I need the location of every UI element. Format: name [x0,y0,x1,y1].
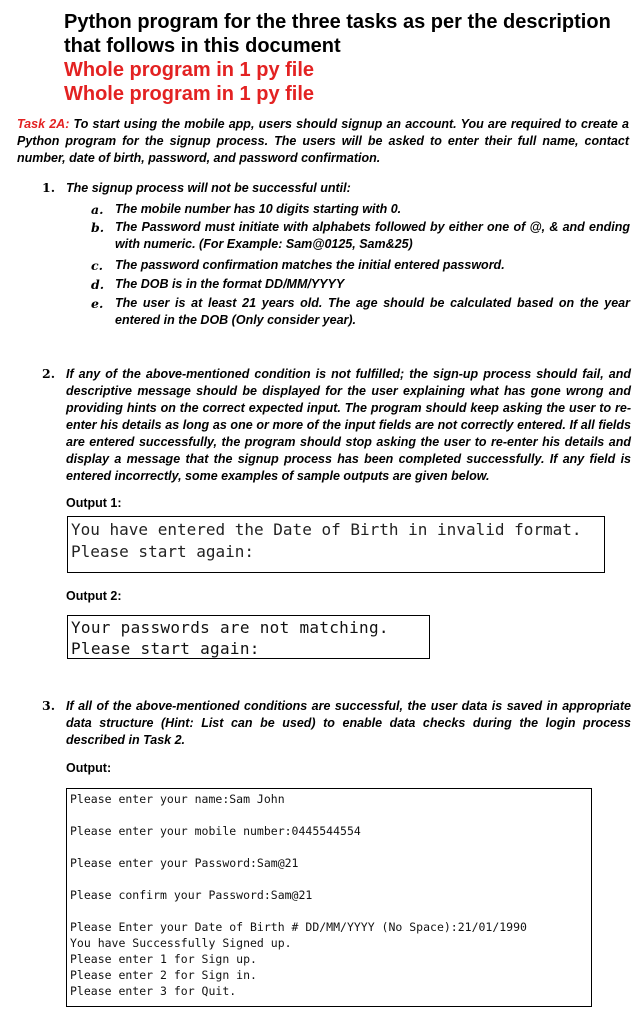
output-1-line-1: You have entered the Date of Birth in invalid format. [71,520,582,539]
list-item-1 [42,180,631,197]
output-2-line-2: Please start again: [71,639,260,658]
output-1-line-2: Please start again: [71,542,255,561]
task-2a-label: Task 2A: [17,117,70,131]
sub-item-c-text: The password confirmation matches the initial entered password. [115,258,505,272]
sub-item-a-letter: a. [91,202,104,217]
list-item-1-number: 1. [42,180,56,195]
console-line: Please enter 2 for Sign in. [70,968,257,982]
output-1-label: Output 1: [66,496,122,510]
list-item-2 [42,366,631,485]
output-1-box [67,516,605,573]
list-item-3-number: 3. [42,698,56,713]
sub-item-e-letter: e. [91,296,104,311]
list-item-1-text: The signup process will not be successful until: [66,181,351,195]
console-line: Please enter your mobile number:0445544554 [70,824,361,838]
output-2-label: Output 2: [66,589,122,603]
console-line: Please enter your Password:Sam@21 [70,856,299,870]
sub-item-b-text: The Password must initiate with alphabets followed by either one of @, & and ending with numeric. (For Example: Sam@0125, Sam&25) [115,220,630,251]
console-line: Please Enter your Date of Birth # DD/MM/YYYY (No Space):21/01/1990 [70,920,527,934]
sub-item-d-letter: d. [91,277,105,292]
console-line: Please enter your name:Sam John [70,792,285,806]
sub-item-e-text: The user is at least 21 years old. The age should be calculated based on the year entered in the DOB (Only consider year). [115,296,630,327]
task-2a-paragraph [17,116,629,167]
sub-item-a-text: The mobile number has 10 digits starting with 0. [115,202,402,216]
output-3-console-box [66,788,592,1007]
console-line: Please enter 3 for Quit. [70,984,237,998]
title-line-1: Python program for the three tasks as per the description [64,11,611,33]
list-item-2-text: If any of the above-mentioned condition is not fulfilled; the sign-up process should fail, and descriptive message should be displayed for the user explaining what has gone wrong and providing hints on the correct expected input. The program should keep asking the user to re-enter his details as long as one or more of the input fields are not correctly entered. If all fields are entered successfully, the program should stop asking the user to re-enter his details and display a message that the signup process has been completed successfully. If any field is entered incorrectly, some examples of sample outputs are given below. [66,367,631,483]
console-line: Please confirm your Password:Sam@21 [70,888,313,902]
title-red-line-1: Whole program in 1 py file [64,59,315,81]
task-2a-text: To start using the mobile app, users should signup an account. You are required to create a Python program for the signup process. The users will be asked to enter their full name, contact number, date of birth, password, and password confirmation. [17,117,629,165]
output-2-box [67,615,430,659]
sub-item-b-letter: b. [91,220,105,235]
document-title [64,10,634,106]
output-2-line-1: Your passwords are not matching. [71,618,389,637]
console-line: You have Successfully Signed up. [70,936,292,950]
sub-item-c-letter: c. [91,258,103,273]
output-3-label: Output: [66,761,112,775]
title-red-line-2: Whole program in 1 py file [64,83,315,105]
list-item-2-number: 2. [42,366,56,381]
title-line-2: that follows in this document [64,35,341,57]
console-line: Please enter 1 for Sign up. [70,952,257,966]
list-item-3 [42,698,631,749]
sub-item-d-text: The DOB is in the format DD/MM/YYYY [115,277,345,291]
list-item-3-text: If all of the above-mentioned conditions are successful, the user data is saved in appropriate data structure (Hint: List can be used) to enable data checks during the login process described in Task 2. [66,699,631,747]
